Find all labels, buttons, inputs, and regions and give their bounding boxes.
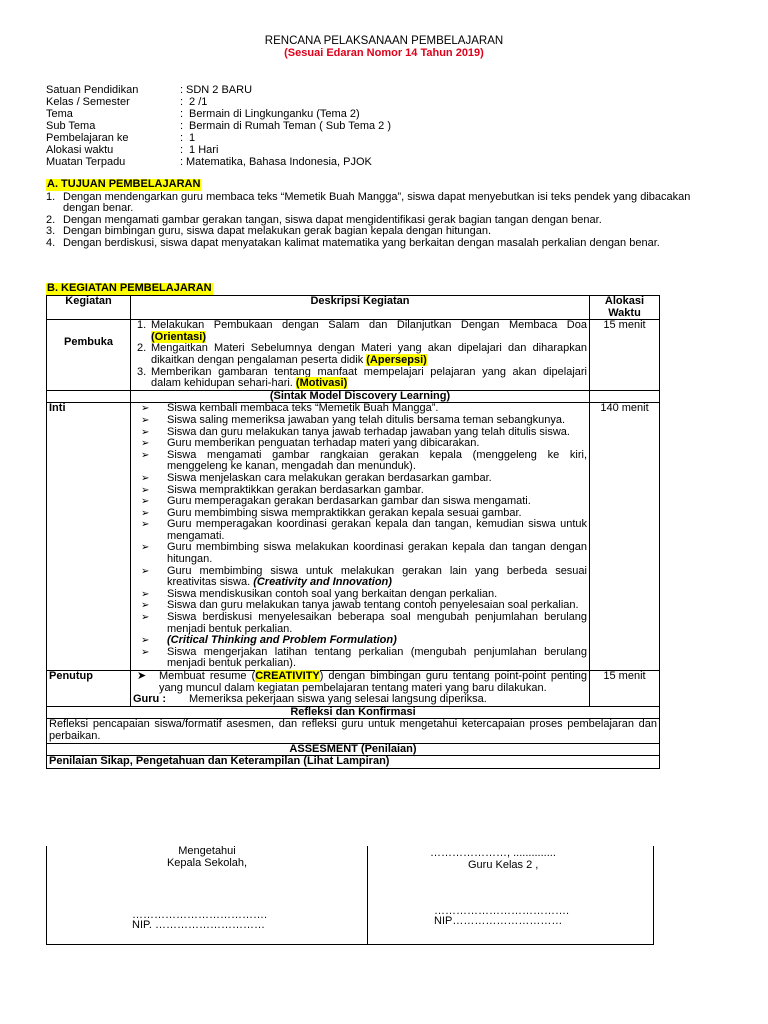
pembuka-item-text: Memberikan gambaran tentang manfaat mempelajari pelajaran yang akan dipelajari dalam kehidupan sehari-hari. <box>151 365 587 390</box>
inti-item <box>133 612 587 635</box>
arrow-bullet-icon: ➢ <box>141 496 150 508</box>
guru-kelas-label: Guru Kelas 2 , <box>468 859 539 871</box>
guru-name-line: ………………………………. <box>434 905 570 917</box>
inti-item-text: Siswa dan guru melakukan tanya jawab tentang contoh penyelesaian soal perkalian. <box>167 599 579 612</box>
row-penutup <box>47 671 660 707</box>
refleksi-heading: Refleksi dan Konfirmasi <box>47 706 660 719</box>
identity-label: Kelas / Semester <box>46 96 130 108</box>
inti-item-tag: (Critical Thinking and Problem Formulation) <box>167 634 397 647</box>
kepala-nip: NIP. ………………………… <box>132 919 266 931</box>
objectives-list <box>46 192 726 250</box>
row-assesment-head <box>47 743 660 756</box>
pembuka-item <box>133 367 587 390</box>
penutup-desc <box>131 671 590 707</box>
identity-value: Bermain di Rumah Teman ( Sub Tema 2 ) <box>186 120 392 132</box>
header-kegiatan: Kegiatan <box>47 296 131 320</box>
penutup-pre: Membuat resume ( <box>159 670 256 682</box>
identity-label: Muatan Terpadu <box>46 156 126 168</box>
pembuka-item-text: Mengaitkan Materi Sebelumnya dengan Materi yang akan dipelajari dan diharapkan dikaitkan dengan pengalaman peserta didik <box>151 342 587 366</box>
objective-item <box>46 238 726 250</box>
row-refleksi-head <box>47 706 660 719</box>
inti-item-text: Guru memperagakan koordinasi gerakan kepala dan tangan, kemudian siswa untuk mengamati. <box>167 518 587 542</box>
identity-colon: : <box>180 156 184 168</box>
activity-table <box>46 295 660 769</box>
section-a <box>46 179 726 250</box>
sintak-right <box>590 390 660 403</box>
identity-block <box>46 85 391 169</box>
signature-box <box>46 846 654 945</box>
objective-number: 2. <box>46 213 56 226</box>
inti-item-text: Siswa dan guru melakukan tanya jawab terhadap jawaban yang telah ditulis siswa. <box>167 425 570 438</box>
inti-text <box>167 612 587 635</box>
pembuka-number: 3. <box>137 365 147 378</box>
creativity-tag: CREATIVITY <box>255 670 320 682</box>
inti-time: 140 menit <box>590 403 660 671</box>
inti-item-text: Guru membimbing siswa untuk melakukan gerakan lain yang berbeda sesuai kreativitas siswa. <box>167 564 587 589</box>
inti-item-text: Siswa kembali membaca teks “Memetik Buah Mangga”. <box>167 402 439 415</box>
objective-text: Dengan bimbingan guru, siswa dapat melakukan gerak bagian kepala dengan hitungan. <box>63 225 492 238</box>
section-a-heading: A. TUJUAN PEMBELAJARAN <box>47 178 201 190</box>
arrow-bullet-icon: ➢ <box>141 472 150 484</box>
objective-text: Dengan berdiskusi, siswa dapat menyatakan kalimat matematika yang berkaitan dengan masalah perkalian dengan benar. <box>63 236 660 249</box>
identity-value: 2 /1 <box>186 96 208 108</box>
row-penilaian <box>47 756 660 769</box>
pembuka-text <box>151 367 587 390</box>
arrow-bullet-icon: ➢ <box>141 414 150 426</box>
arrow-bullet-icon: ➢ <box>141 519 150 531</box>
inti-text <box>167 566 587 589</box>
identity-colon: : <box>180 108 184 120</box>
inti-item-text: Siswa menjelaskan cara melakukan gerakan berdasarkan gambar. <box>167 471 492 484</box>
objective-number: 3. <box>46 225 56 238</box>
inti-item-text: Siswa mempraktikkan gerakan berdasarkan gambar. <box>167 483 424 496</box>
identity-value: Matematika, Bahasa Indonesia, PJOK <box>186 156 372 168</box>
inti-desc <box>131 403 590 671</box>
identity-value: 1 Hari <box>186 144 219 156</box>
identity-label: Tema <box>46 108 73 120</box>
pembuka-desc <box>131 320 590 391</box>
header-alokasi: Alokasi Waktu <box>590 296 660 320</box>
arrow-bullet-icon: ➢ <box>141 449 150 461</box>
inti-item-text: Siswa mengerjakan latihan tentang perkalian (mengubah penjumlahan berulang menjadi bentuk perkalian). <box>167 645 587 670</box>
row-refleksi <box>47 719 660 743</box>
inti-item-text: Siswa mengamati gambar rangkaian gerakan kepala (menggeleng ke kiri, menggeleng ke kanan, mengadah dan menunduk). <box>167 448 587 473</box>
identity-row <box>46 157 391 169</box>
identity-colon: : <box>180 96 184 108</box>
identity-colon: : <box>180 144 184 156</box>
arrow-bullet-icon: ➢ <box>141 612 150 624</box>
identity-colon: : <box>180 132 184 144</box>
objective-number: 1. <box>46 190 56 203</box>
inti-item-text: Siswa saling memeriksa jawaban yang telah ditulis bersama teman sebangkunya. <box>167 413 566 426</box>
arrow-bullet-icon: ➤ <box>137 670 147 682</box>
inti-item-text: Guru membimbing siswa melakukan koordinasi gerakan kepala dan tangan dengan hitungan. <box>167 541 587 566</box>
inti-item-text: Guru memberikan penguatan terhadap materi yang dibicarakan. <box>167 437 480 450</box>
pembuka-tag: (Apersepsi) <box>366 353 427 366</box>
inti-item <box>133 566 587 589</box>
inti-text <box>167 542 587 565</box>
objective-text: Dengan mendengarkan guru membaca teks “Memetik Buah Mangga”, siswa dapat menyebutkan isi teks pendek yang dibacakan dengan benar. <box>63 190 691 215</box>
guru-label: Guru : <box>133 693 166 706</box>
penutup-label: Penutup <box>47 671 131 707</box>
identity-label: Pembelajaran ke <box>46 132 129 144</box>
pembuka-tag: (Motivasi) <box>295 377 348 390</box>
inti-list <box>133 403 587 670</box>
pembuka-list <box>133 320 587 390</box>
arrow-bullet-icon: ➢ <box>141 507 150 519</box>
penutup-post: ) dengan bimbingan guru tentang point-point penting yang muncul dalam kegiatan pembelajaran tentang materi yang baru dilakukan. <box>159 670 588 694</box>
inti-item-text: Siswa mendiskusikan contoh soal yang berkaitan dengan perkalian. <box>167 587 498 600</box>
signature-right <box>368 846 653 944</box>
objective-number: 4. <box>46 236 56 249</box>
identity-value: Bermain di Lingkunganku (Tema 2) <box>186 108 360 120</box>
inti-text <box>167 450 587 473</box>
inti-item-text: Siswa berdiskusi menyelesaikan beberapa soal mengubah penjumlahan berulang menjadi bentuk perkalian. <box>167 611 587 635</box>
table-header-row <box>47 296 660 320</box>
section-b-heading: B. KEGIATAN PEMBELAJARAN <box>47 282 212 294</box>
identity-value: SDN 2 BARU <box>186 84 253 96</box>
inti-item-text: Guru membimbing siswa mempraktikkan gerakan kepala sesuai gambar. <box>167 506 522 519</box>
identity-colon: : <box>180 120 184 132</box>
inti-item-tag: (Creativity and Innovation) <box>253 576 392 589</box>
row-inti <box>47 403 660 671</box>
inti-label: Inti <box>47 403 131 671</box>
document-title: RENCANA PELAKSANAAN PEMBELAJARAN <box>264 35 504 47</box>
pembuka-number: 2. <box>137 342 147 355</box>
pembuka-tag: (Orientasi) <box>151 330 207 343</box>
arrow-bullet-icon: ➢ <box>141 542 150 554</box>
identity-value: 1 <box>186 132 196 144</box>
inti-item <box>133 647 587 670</box>
inti-text <box>167 519 587 542</box>
arrow-bullet-icon: ➢ <box>141 403 150 415</box>
arrow-bullet-icon: ➢ <box>141 565 150 577</box>
assesment-heading: ASSESMENT (Penilaian) <box>47 743 660 756</box>
pembuka-item-text: Melakukan Pembukaan dengan Salam dan Dilanjutkan Dengan Membaca Doa <box>151 319 587 332</box>
arrow-bullet-icon: ➢ <box>141 484 150 496</box>
pembuka-item <box>133 343 587 366</box>
header-deskripsi: Deskripsi Kegiatan <box>131 296 590 320</box>
pembuka-item <box>133 320 587 343</box>
objective-item <box>46 192 726 215</box>
identity-label: Alokasi waktu <box>46 144 114 156</box>
pembuka-text <box>151 320 587 343</box>
penilaian-text: Penilaian Sikap, Pengetahuan dan Keterampilan (Lihat Lampiran) <box>47 756 660 769</box>
sintak-label: (Sintak Model Discovery Learning) <box>131 390 590 403</box>
place-date-line: …………………, .............. <box>430 847 556 859</box>
guru-nip: NIP………………………… <box>434 915 563 927</box>
inti-text <box>167 647 587 670</box>
inti-item-text: Guru memperagakan gerakan berdasarkan gambar dan siswa mengamati. <box>167 495 531 508</box>
refleksi-text: Refleksi pencapaian siswa/formatif asesmen, dan refleksi guru untuk mengetahui ketercapaian proses pembelajaran dan perbaikan. <box>47 719 660 743</box>
sintak-left <box>47 390 131 403</box>
arrow-bullet-icon: ➢ <box>141 646 150 658</box>
penutup-time: 15 menit <box>590 671 660 707</box>
document-subtitle: (Sesuai Edaran Nomor 14 Tahun 2019) <box>284 47 484 59</box>
identity-label: Satuan Pendidikan <box>46 84 139 96</box>
kepala-sekolah-label: Kepala Sekolah, <box>166 857 248 869</box>
penutup-text <box>159 671 587 694</box>
row-pembuka <box>47 320 660 391</box>
inti-item <box>133 519 587 542</box>
signature-left <box>47 846 368 944</box>
identity-colon: : <box>180 84 184 96</box>
row-sintak <box>47 390 660 403</box>
identity-label: Sub Tema <box>46 120 96 132</box>
arrow-bullet-icon: ➢ <box>141 426 150 438</box>
pembuka-time: 15 menit <box>590 320 660 391</box>
pembuka-text <box>151 343 587 366</box>
arrow-bullet-icon: ➢ <box>141 438 150 450</box>
objective-text: Dengan mengamati gambar gerakan tangan, siswa dapat mengidentifikasi gerak bagian tangan dengan benar. <box>63 213 602 226</box>
guru-text: Memeriksa pekerjaan siswa yang selesai langsung diperiksa. <box>189 693 487 706</box>
arrow-bullet-icon: ➢ <box>141 600 150 612</box>
pembuka-number: 1. <box>137 319 147 332</box>
section-b-heading-wrap <box>46 283 213 295</box>
kepala-name-line: ………………………………. <box>132 909 268 921</box>
pembuka-label: Pembuka <box>47 320 131 391</box>
arrow-bullet-icon: ➢ <box>141 635 150 647</box>
inti-item <box>133 450 587 473</box>
inti-item <box>133 542 587 565</box>
arrow-bullet-icon: ➢ <box>141 588 150 600</box>
mengetahui-label: Mengetahui <box>178 845 236 857</box>
